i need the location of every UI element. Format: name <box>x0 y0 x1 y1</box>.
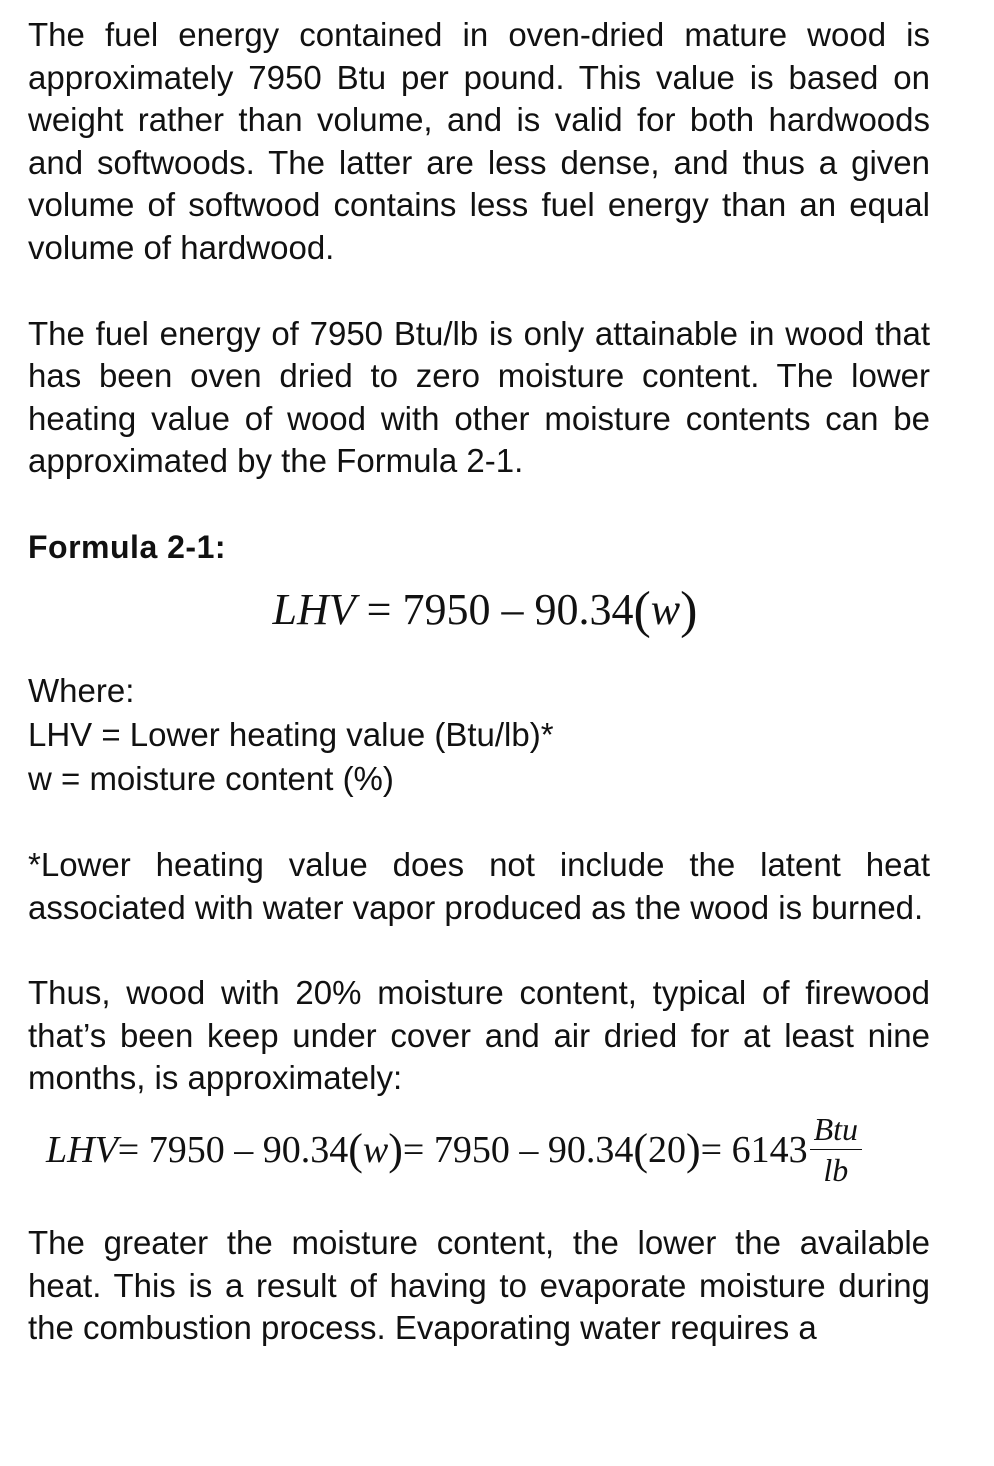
where-label: Where: <box>28 671 135 709</box>
spacer <box>28 639 930 669</box>
example-part-1: = 7950 – 90.34 <box>117 1128 349 1171</box>
example-paren-close-2: ) <box>686 1124 701 1174</box>
example-paren-open-1: ( <box>348 1124 363 1174</box>
spacer <box>28 1200 930 1222</box>
paragraph-oven-dried: The fuel energy of 7950 Btu/lb is only attainable in wood that has been oven dried to zero moisture content. The lower heating value of wood with other moisture contents can be approximated by the Formula 2-1. <box>28 314 930 480</box>
example-lhs: LHV <box>46 1128 118 1171</box>
formula-lhs: LHV <box>272 584 356 634</box>
formula-lhv <box>28 582 930 639</box>
spacer <box>28 270 930 313</box>
footnote-lower-heating-value: *Lower heating value does not include the latent heat associated with water vapor produced as the wood is burned. <box>28 845 930 926</box>
example-variable: w <box>362 1128 389 1171</box>
unit-numerator: Btu <box>810 1111 862 1150</box>
document-page <box>28 14 930 1350</box>
paragraph-moisture-effect: The greater the moisture content, the lower the available heat. This is a result of having to evaporate moisture during the combustion process. Evaporating water requires a <box>28 1223 930 1347</box>
definition-lhv: LHV = Lower heating value (Btu/lb)* <box>28 715 554 753</box>
definition-w: w = moisture content (%) <box>28 759 394 797</box>
example-result: = 6143 <box>700 1128 808 1171</box>
spacer <box>28 801 930 844</box>
formula-paren-close: ) <box>680 581 698 639</box>
paragraph-fuel-energy: The fuel energy contained in oven-dried mature wood is approximately 7950 Btu per pound. This value is based on weight rather than volume, and is valid for both hardwoods and softwoods. The latter are less dense, and thus a given volume of softwood contains less fuel energy than an equal volume of hardwood. <box>28 16 930 266</box>
formula-paren-open: ( <box>633 581 651 639</box>
example-part-2: = 7950 – 90.34 <box>402 1128 634 1171</box>
formula-heading: Formula 2-1: <box>28 528 227 565</box>
example-paren-open-2: ( <box>633 1124 648 1174</box>
unit-denominator: lb <box>823 1152 849 1189</box>
formula-variable: w <box>650 584 681 634</box>
spacer <box>28 483 930 526</box>
example-paren-close-1: ) <box>388 1124 403 1174</box>
unit-fraction <box>810 1111 862 1188</box>
spacer <box>28 929 930 972</box>
formula-example <box>28 1100 930 1200</box>
paragraph-example-intro: Thus, wood with 20% moisture content, typical of firewood that’s been keep under cover and air dried for at least nine months, is approximately: <box>28 974 930 1097</box>
where-definitions <box>28 669 930 801</box>
formula-constant-term: = 7950 – 90.34 <box>355 584 634 634</box>
example-value: 20 <box>648 1128 686 1171</box>
